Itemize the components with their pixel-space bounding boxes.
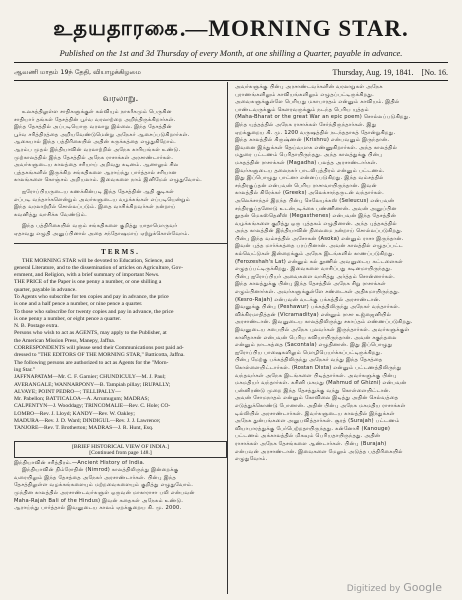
text-line: அந்த காலத்தின் இந்தியாவின் நிலைமை நன்றாய் சொல்லப்படுகிறது. xyxy=(235,228,403,235)
text-line: தேசத்திலுள்ள வழக்கங்களையும் மற்றவைகளையும் குறித்து எழுதுவோம். xyxy=(14,482,194,489)
issue-info xyxy=(327,68,448,77)
text-line: இந்த தேசத்தில் அப்படியொரு வரலாறு இல்லை. இந்த தேசத்தின் xyxy=(14,124,172,131)
text-line: ஏறக்குறைய கி. மு. 1200 வருஷத்தில் நடந்ததாகத் தோன்றுகிறது. xyxy=(235,129,396,136)
text-line: இந்த காலத்தில் கிருஷ்ணன் (Krishnu) என்பவனும் இருந்தான். xyxy=(235,137,390,144)
text-line: the American Mission Press, Manepy, Jaffna. xyxy=(14,337,116,344)
text-line: ஐரோப்பிய பாஷைகளிலும் மொழிபெயர்க்கப்பட்டிருக்கிறது. xyxy=(235,349,383,356)
text-line: JAFFNAPATAM—Mr. C. F. Garnier; CHUNDICULY—M. J. Paul; xyxy=(14,374,166,381)
masthead-dash: .— xyxy=(179,16,208,41)
text-line: விக்கிரமாதித்தன் (Vicramaditya) என்னும் ராசா உஜ்ஜைனியில் xyxy=(235,311,392,318)
text-line: எப்படி வந்தார்களென்றும் அவர்களுடைய வழக்கங்கள் எப்படியென்றும் xyxy=(14,196,191,203)
right-column xyxy=(235,84,448,464)
text-line: இந்த பத்திரிகையில் வரும் சங்கதிகளை குறித்து யாதாமொருவர் xyxy=(22,223,178,230)
terms-text xyxy=(14,258,227,433)
text-line: இது இப்பொழுது பாட்னா என்னப்படுகிறது. இந்த வம்சத்தில் xyxy=(235,175,384,182)
text-line: எழும்பினார்கள். அவர்களுக்குள்ளே சண்டைகள் அதிகமாயிருந்தது. xyxy=(235,289,400,296)
text-line: எழுதப்பட்டிருக்கிறது. இவைகளை வாசிப்பது கடினமாயிருந்தது. xyxy=(235,266,393,273)
text-line: எழுதுவோம். xyxy=(235,456,268,463)
text-line: அவைகளுக்குள்ளே பெரியது மகாபாரதம் என்னும் காவியம். இதில் xyxy=(235,99,400,106)
top-rule xyxy=(14,62,448,63)
text-line: TANJORE—Rev. T. Brotherton; MADRAS—J. R. Hunt, Esq. xyxy=(14,425,154,432)
publication-subtitle: Published on the 1st and 3d Thursday of every Month, at one shilling a Quarter, payable in advance. xyxy=(59,48,403,58)
text-line: To those who subscribe for twenty copies and pay in advance, the price xyxy=(14,308,174,315)
history-heading: இந்தியாவின் சரித்திரம்.—Ancient History of India. xyxy=(14,459,145,466)
text-line: முற்காலத்தில் இந்த தேசத்தில் அநேக ராசாக்கள் அரசாண்டார்கள். xyxy=(14,154,174,161)
left-column xyxy=(14,84,227,513)
text-line: உலகத்திலுள்ள சாதிகளுக்குள் கல்வியும் நாகரீகமும் பெருகின xyxy=(22,109,172,115)
text-line: quarter, payable in advance. xyxy=(14,286,77,293)
text-line: பின்பு மேற்கு பக்கத்திலிருந்து அநேகர் வந்து இந்த தேசத்தை xyxy=(235,357,383,364)
text-line: ing Star." xyxy=(14,366,35,373)
text-line: THE MORNING STAR will be devoted to Education, Science, and xyxy=(22,257,174,264)
text-line: காலங்களை கொஞ்சம் அறியலாம். இவைகளை நாம் இனிமேல் எழுதுவோம். xyxy=(14,177,203,184)
text-line: இந்த காலத்துக்கு பின்பு இந்த தேசத்தில் அநேக சிறு ராசாக்கள் xyxy=(235,281,386,288)
text-line: ஆரம்ப முதல் இந்தியாவின் வரலாற்றில் அநேக காரியங்கள் உண்டு. xyxy=(14,146,181,153)
history-text xyxy=(14,467,227,513)
text-line: ஆராய்ந்து பார்த்தால் இவனுடைய காலம் ஏறக்குறைய கி. மு. 2000. xyxy=(14,505,182,512)
text-line: (Kesro-Rajah) என்பவன் வடக்கு பக்கத்தில் அரசாண்டான். xyxy=(235,296,381,303)
text-line: அரசாண்டான். இவனுடைய காலத்திலிருந்து சகாப்தம் எண்ணப்படுகிறது. xyxy=(235,319,413,326)
text-line: வியாபாரத்துக்கு பேர்பெற்றதாயிருந்தது. கன்னோசி (Kanouge) xyxy=(235,425,391,432)
text-line: அநேக துன்பங்களை அனுபவித்தார்கள். சூரத் (Surajah) பட்டணம் xyxy=(235,418,400,425)
issue-line xyxy=(14,66,448,78)
google-brand: Google xyxy=(403,581,442,594)
masthead-english-title: MORNING STAR. xyxy=(208,16,409,41)
text-line: MADURA—Rev. J. D. Ward; DINDIGUL—Rev. J. J. Lawrence; xyxy=(14,418,161,425)
column-divider xyxy=(227,82,228,594)
text-line: (Ferozeshah's Lat) என்னும் கல் தூணில் அவனுடைய கட்டளைகள் xyxy=(235,258,404,265)
text-line: Maha-Rajah Bali of the Hindus) இவன் கதைகள் அநேகம் உண்டு. xyxy=(14,497,184,504)
text-line: To Agents who subscribe for ten copies and pay in advance, the price xyxy=(14,293,169,300)
text-line: இந்த வரலாற்றில் சொல்லப்படும். இதை வாசிக்கிறவர்கள் நன்றாய் xyxy=(14,204,176,211)
text-line: கொள்ளையிட்டார்கள். (Rostan Dista) என்னும் பட்டணத்திலிருந்து xyxy=(235,364,402,371)
terms-title: TERMS. xyxy=(101,247,140,256)
text-line: ஆகையால் இந்த பத்திரிகையில் அதின் சுருக்கத்தை எழுதுகிறோம். xyxy=(14,139,176,146)
text-line: is one penny a number, or eight pence a quarter. xyxy=(14,315,122,322)
history-box xyxy=(14,441,227,458)
text-line: சாதியார் தங்கள் தேசத்தின் பூர்வ வரலாற்றை அறிந்திருக்கிறார்கள். xyxy=(14,116,176,123)
text-line: CORRESPONDENTS will please send their Communications post paid ad- xyxy=(14,345,184,352)
text-line: ராசாக்கள் அநேக தேசங்களை ஆண்டார்கள். பின்பு (Burajah) xyxy=(235,440,387,447)
issue-number: [No. 16. xyxy=(421,67,448,77)
text-line: புத்தகங்களில் இருக்கிற சங்கதிகளை ஆராய்ந்து பார்த்தால் சரியான xyxy=(14,169,177,176)
left-tamil-paragraph-1 xyxy=(14,109,227,185)
text-line: என்பவன் அரசாண்டான். இவைகளை மேலும் அடுத்த பத்திரிகையில் xyxy=(235,448,403,455)
text-line: அவன் சோமநாதம் என்னும் கோவிலை இடித்து அதின் செல்வத்தை xyxy=(235,395,399,402)
text-line: The following persons are authorized to act as Agents for the "Morn- xyxy=(14,359,169,366)
text-line: (Maha-Bharat or the great War an epic poem) சொல்லப்படுகிறது. xyxy=(235,114,411,121)
text-line: தூதன் மெகஸ்தெனீஸ் (Megasthenes) என்பவன் இந்த தேசத்தின் xyxy=(235,213,397,220)
history-box-title: [BRIEF HISTORICAL VIEW OF INDIA.] xyxy=(72,443,169,450)
text-line: வரையிலும் இந்த தேசத்தை அநேகர் அரசாண்டார்கள். பின்பு இந்த xyxy=(14,474,177,481)
text-line: மகமதியர் வந்தார்கள். கசினி மகமது (Mahmud of Ghizni) என்பவன் xyxy=(235,380,407,387)
text-line: இவன் புத்த மார்க்கத்தை பரப்பினான். அவன் காலத்தில் எழுதப்பட்ட xyxy=(235,243,403,250)
left-tamil-paragraph-3 xyxy=(14,223,227,238)
text-line: டில்லியில் அரசாண்டார்கள். இவர்களுடைய காலத்தில் இந்துக்கள் xyxy=(235,410,395,417)
text-line: THE PRICE of the Paper is one penny a number, or one shilling a xyxy=(14,279,162,286)
text-line: மகதத்தின் ராசாக்கள் (Magadha) பலத்த அரசாண்டார்கள். xyxy=(235,159,378,166)
text-line: எடுத்துக்கொண்டு போனான். அதின் பின்பு அநேக மகமதிய ராசாக்கள் xyxy=(235,402,406,409)
text-line: இந்தியாவின் நிம்ரோதின் (Nimrod) காலத்திலிருந்து இன்றைக்கு xyxy=(22,467,179,474)
text-line: கல்வெட்டுகள் இன்றைக்கும் அநேக இடங்களில் காணப்படுகிறது. xyxy=(235,251,395,258)
text-line: CALPENTYN—J. Wooddagy; TRINCOMALIE—Rev. C. Hole; CO- xyxy=(14,403,171,410)
history-box-subtitle: [Continued from page 148.] xyxy=(89,449,152,456)
text-line: கவனித்து வாசிக்க வேண்டும். xyxy=(14,211,87,218)
text-line: இவனுக்கு பின்பு (Peshawur) பக்கத்திலிருந்து அநேகர் வந்தார்கள். xyxy=(235,304,400,311)
text-line: ALVAYE; POINT PEDRO—; TELLIPALLY— xyxy=(14,388,121,395)
text-line: பூர்வ சரித்திரத்தை அறியவேண்டுமென்று அநேகர் ஆசைப்படுகிறார்கள். xyxy=(14,131,190,138)
text-line: இவனை இந்துக்கள் தெய்வமாக எண்ணுகிறார்கள். அந்த காலத்தில் xyxy=(235,144,398,151)
text-line: N. B. Postage extra. xyxy=(14,323,59,330)
text-line: dressed to "THE EDITORS OF THE MORNING STAR," Batticotta, Jaffna. xyxy=(14,352,185,359)
text-line: is one and a half pence a number, or nine pence a quarter. xyxy=(14,301,143,308)
issue-date: Thursday, Aug. 19, 1841. xyxy=(332,67,414,77)
text-line: பின்பு ஐரோப்பியர் அவைகளை வாசித்து அர்த்தம் சொன்னார்கள். xyxy=(235,273,395,280)
text-line: இவர்களுடைய தலைநகர் பாடலிபுத்திரம் என்னும் பட்டணம். xyxy=(235,167,385,174)
masthead-tamil-title: உதயதாரகை xyxy=(53,15,179,40)
text-line: வழக்கங்களை குறித்து ஒரு புத்தகம் எழுதினான். அந்த புத்தகத்தில் xyxy=(235,220,397,227)
text-line: காலத்தில் கிரேக்கர் (Greeks) அலெக்சாந்தருடன் வந்தார்கள். xyxy=(235,190,385,197)
text-line: வந்தவர்கள் அநேக இடங்களை பிடித்தார்கள். அவர்களுக்கு பின்பு xyxy=(235,372,397,379)
article-heading: வரலாறு. xyxy=(102,94,139,104)
text-line: அவர்களுக்கு பின்பு அரசாண்டவர்களின் வரலாறுகள் அநேக xyxy=(235,84,383,90)
text-line: general Literature, and to the dissemination of articles on Agriculture, Gov- xyxy=(14,264,184,271)
text-line: பின்பு இந்த வம்சத்தில் அசோகன் (Asoka) என்னும் ராசா இருந்தான். xyxy=(235,235,404,242)
text-line: AVERANGALE; WANNARPONY—B. Tampiah pillay; IRUPALLY; xyxy=(14,381,171,388)
masthead xyxy=(14,14,448,44)
text-line: என்னும் நாடகத்தை (Sacontala) எழுதினான். இது இப்பொழுது xyxy=(235,342,393,349)
text-line: இந்த யுத்தத்தில் அநேக ராசாக்கள் சேர்ந்திருந்தார்கள். இது xyxy=(235,121,377,128)
issue-rule xyxy=(14,80,448,81)
right-article-text xyxy=(235,84,448,464)
text-line: அலெக்சாந்தர் இறந்த பின்பு செலேயுக்கஸ் (Seleucus) என்பவன் xyxy=(235,197,395,204)
text-line: பாண்டவருக்கும் கௌரவருக்கும் நடந்த பெரிய யுத்தம் xyxy=(235,106,369,113)
digitized-label: Digitized by xyxy=(346,584,401,594)
text-line: சந்திரகுப்தன் என்பவன் பெரிய ராசாவாயிருந்தான். இவன் xyxy=(235,182,377,189)
issue-tamil-date: ஆவணி மாதம் 19ந் தேதி, வியாழக்கிழமை xyxy=(14,67,141,76)
text-line: ஏதாவது எழுதி அனுப்பினால் அதை சந்தோஷமாய் ஏற்றுக்கொள்வோம். xyxy=(14,230,190,237)
text-line: அவர்களுடைய காலத்தை சரியாய் அறிவது கடினம். ஆனாலும் சில xyxy=(14,162,179,169)
text-line: காளிதாசன் என்பவன் பெரிய கவியாயிருந்தான். அவன் சகுந்தலை xyxy=(235,334,397,341)
digitized-watermark xyxy=(347,581,442,594)
text-line: ernment, and Religion, with a brief summary of important News. xyxy=(14,272,160,279)
text-line: பட்டணம் அக்காலத்தில் மிகவும் பெரியதாயிருந்தது. அதின் xyxy=(235,433,381,440)
text-line: ஐரோப்பியருடைய கணக்கின்படி இந்த தேசத்தின் ஆதி குடிகள் xyxy=(22,188,174,195)
text-line: சந்திரகுப்தனோடு உடன்படிக்கை பண்ணினான். அவன் அனுப்பின xyxy=(235,205,397,212)
text-line: Persons who wish to act as AGENTS, may apply to the Publisher, at xyxy=(14,330,167,337)
text-line: பன்னிரண்டு முறை இந்த தேசத்துக்கு வந்து கொள்ளையிட்டான். xyxy=(235,387,391,394)
text-line: மதுரை பட்டணம் பெரிதாயிருந்தது. அந்த காலத்துக்கு பின்பு xyxy=(235,152,383,159)
text-line: புராணங்களிலும் காவியங்களிலும் எழுதப்பட்டிருக்கிறது. xyxy=(235,91,374,98)
text-line: முந்தின காலத்தில் அரசாண்டவர்களுள் ஒருவன் மாகாராசா பலி என்பவன் xyxy=(14,490,195,496)
text-line: Mr. Pabellon; BATTICALOA—A. Arrumugum; MADRAS; xyxy=(14,396,150,403)
left-tamil-paragraph-2 xyxy=(14,189,227,219)
text-line: இவனுடைய சபையில் அநேக புலவர்கள் இருந்தார்கள். அவர்களுக்குள் xyxy=(235,327,410,333)
text-line: LOMBO—Rev. J. Lloyd; KANDY—Rev. W. Oakley; xyxy=(14,410,135,417)
terms-separator xyxy=(14,243,227,244)
